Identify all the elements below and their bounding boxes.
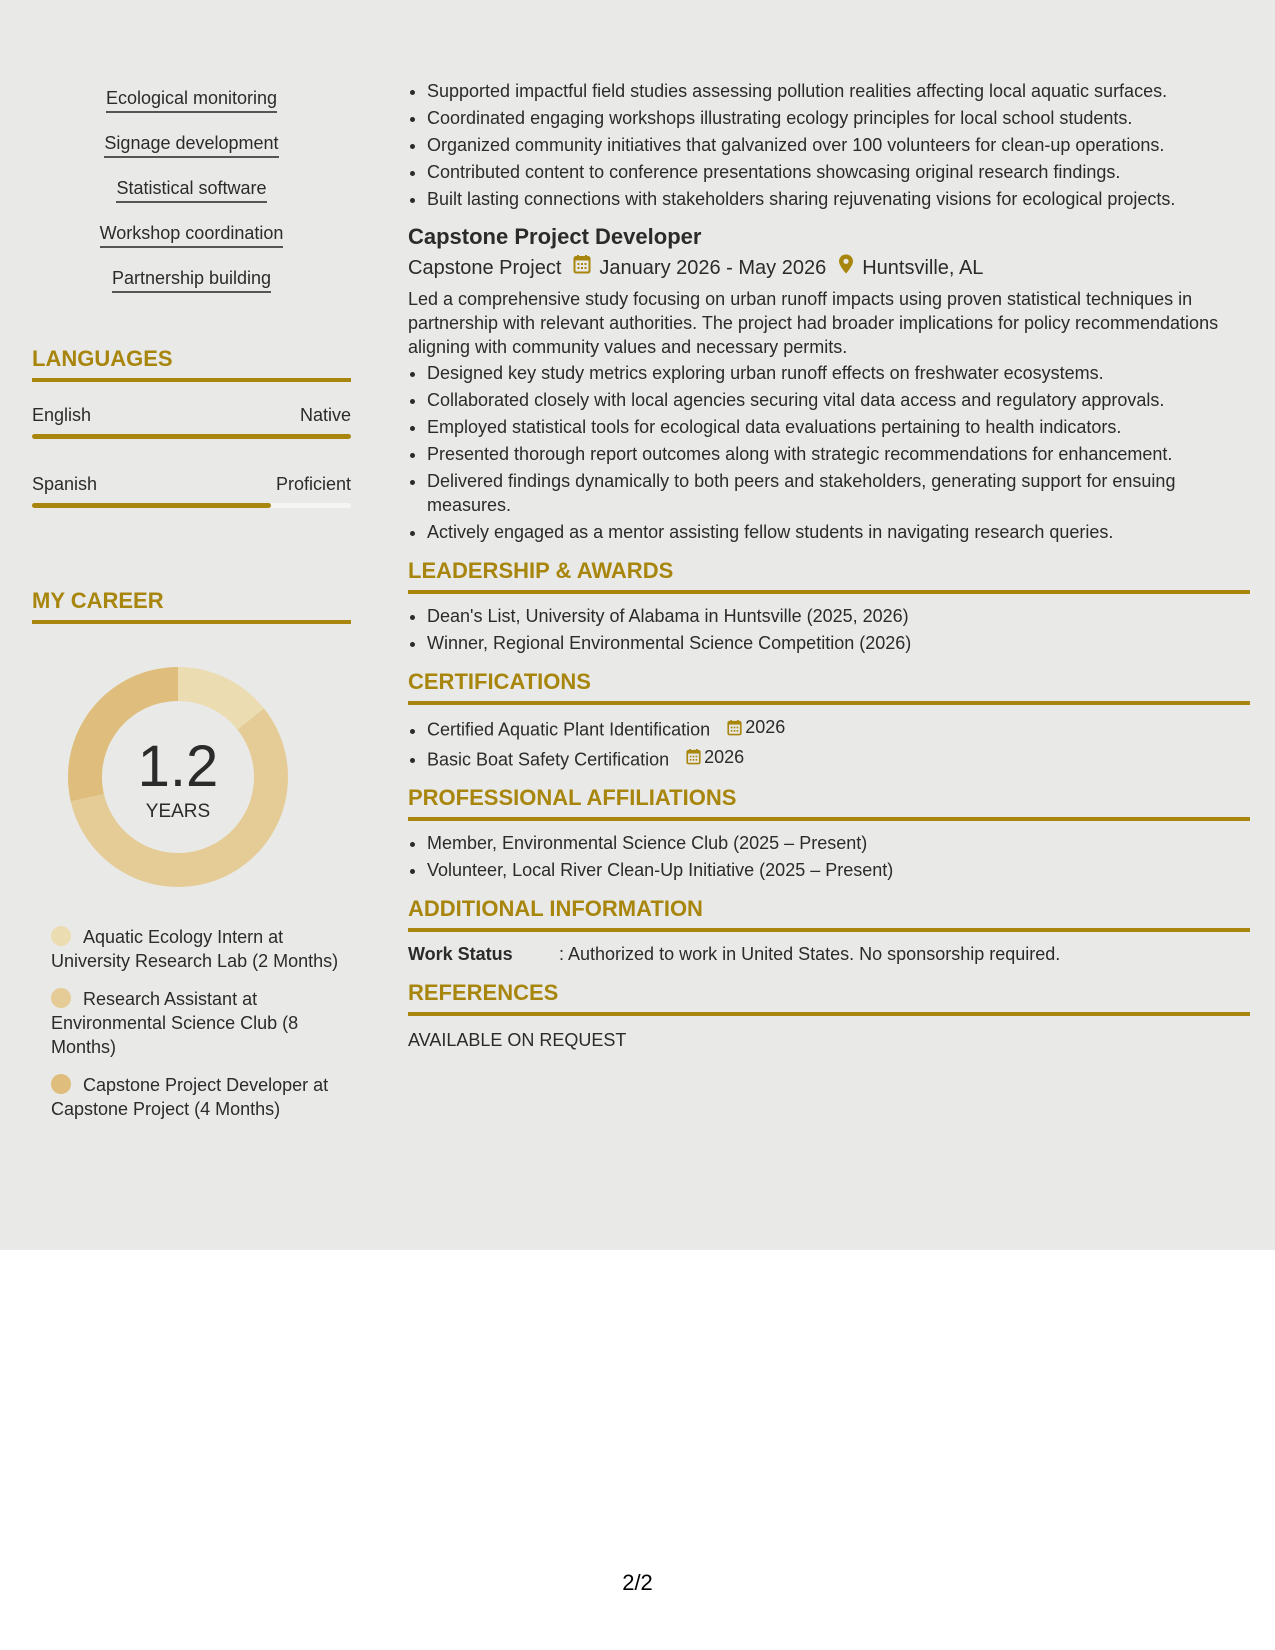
section-divider — [408, 590, 1250, 594]
bullet-item: • Presented thorough report outcomes along with strategic recommendations for enhancement. — [427, 442, 1250, 466]
job-location: Huntsville, AL — [862, 256, 984, 279]
language-level-fill — [32, 434, 351, 439]
award-item: • Dean's List, University of Alabama in Huntsville (2025, 2026) — [427, 604, 1250, 628]
affiliation-item: • Volunteer, Local River Clean-Up Initiative (2025 – Present) — [427, 858, 1250, 882]
legend-dot — [51, 926, 71, 946]
section-title: CERTIFICATIONS — [408, 669, 591, 694]
job-dates: January 2026 - May 2026 — [599, 256, 827, 279]
language-level-bar — [32, 434, 351, 439]
bullet-item: • Delivered findings dynamically to both peers and stakeholders, generating support for ensuing measures. — [427, 469, 1250, 517]
language-spanish — [32, 473, 351, 508]
section-title: MY CAREER — [32, 588, 164, 613]
career-section-header — [32, 588, 351, 624]
language-level-bar — [32, 503, 351, 508]
leadership-section — [408, 558, 1250, 655]
bullet-item: • Organized community initiatives that galvanized over 100 volunteers for clean-up operations. — [427, 133, 1250, 157]
job-bullets — [408, 361, 1250, 544]
certification-item — [427, 745, 1250, 772]
bullet-item: • Actively engaged as a mentor assisting fellow students in navigating research queries. — [427, 520, 1250, 544]
legend-label: Research Assistant at Environmental Science Club (8 Months) — [51, 989, 299, 1057]
job-company: Capstone Project — [408, 256, 562, 279]
work-status-label: Work Status — [408, 944, 513, 964]
section-title: ADDITIONAL INFORMATION — [408, 896, 703, 921]
references-text: AVAILABLE ON REQUEST — [408, 1030, 627, 1050]
certification-year: 2026 — [704, 746, 745, 767]
bullet-item: • Designed key study metrics exploring urban runoff effects on freshwater ecosystems. — [427, 361, 1250, 385]
legend-dot — [51, 1074, 71, 1094]
skill-item: Workshop coordination — [100, 221, 284, 248]
legend-dot — [51, 988, 71, 1008]
certification-year: 2026 — [745, 717, 786, 737]
certification-name: Certified Aquatic Plant Identification — [427, 719, 711, 740]
skill-item: Signage development — [104, 131, 278, 158]
work-status-value: : Authorized to work in United States. No sponsorship required. — [559, 944, 1061, 964]
bullet-item: • Employed statistical tools for ecological data evaluations pertaining to health indicators. — [427, 415, 1250, 439]
legend-item — [51, 987, 341, 1059]
section-title: PROFESSIONAL AFFILIATIONS — [408, 785, 737, 810]
section-divider — [32, 620, 351, 624]
award-item: • Winner, Regional Environmental Science Competition (2026) — [427, 631, 1250, 655]
leadership-list — [408, 604, 1250, 655]
calendar-icon — [686, 748, 701, 765]
bullet-item: • Collaborated closely with local agencies securing vital data access and regulatory approvals. — [427, 388, 1250, 412]
section-title: LEADERSHIP & AWARDS — [408, 558, 674, 583]
affiliations-list — [408, 831, 1250, 882]
language-level: Native — [299, 405, 351, 425]
job-title: Capstone Project Developer — [408, 224, 702, 249]
calendar-icon — [573, 254, 591, 281]
legend-item — [51, 925, 341, 973]
right-column — [408, 0, 1250, 1052]
section-divider — [408, 701, 1250, 705]
language-english — [32, 404, 351, 439]
bullet-item: • Built lasting connections with stakeholders sharing rejuvenating visions for ecological projects. — [427, 187, 1250, 211]
bullet-item: • Contributed content to conference presentations showcasing original research findings. — [427, 160, 1250, 184]
language-name: English — [32, 405, 92, 425]
career-total-unit: YEARS — [145, 801, 211, 822]
language-level: Proficient — [275, 474, 351, 494]
page-number: 2/2 — [622, 1570, 653, 1595]
references-section — [408, 980, 1250, 1052]
skill-item: Ecological monitoring — [106, 86, 277, 113]
legend-label: Capstone Project Developer at Capstone Project (4 Months) — [51, 1075, 329, 1119]
legend-label: Aquatic Ecology Intern at University Research Lab (2 Months) — [51, 927, 339, 971]
bullet-item: • Coordinated engaging workshops illustrating ecology principles for local school students. — [427, 106, 1250, 130]
job-meta — [408, 254, 1250, 281]
work-status-row — [408, 942, 1250, 966]
job-description: Led a comprehensive study focusing on urban runoff impacts using proven statistical techniques in partnership with relevant authorities. The project had broader implications for policy recommendations aligning with community values and necessary permits. — [408, 289, 1219, 357]
certification-name: Basic Boat Safety Certification — [427, 749, 670, 769]
languages-section-header — [32, 346, 351, 382]
section-divider — [408, 817, 1250, 821]
career-legend — [51, 925, 341, 1135]
certification-date — [727, 715, 785, 739]
certifications-section — [408, 669, 1250, 771]
language-name: Spanish — [32, 474, 98, 494]
skills-list — [32, 86, 351, 311]
section-title: REFERENCES — [408, 980, 559, 1005]
skill-item: Partnership building — [112, 266, 271, 293]
affiliations-section — [408, 785, 1250, 882]
section-divider — [408, 928, 1250, 932]
affiliation-item: • Member, Environmental Science Club (2025 – Present) — [427, 831, 1250, 855]
previous-job-bullets — [408, 79, 1250, 211]
additional-information-section — [408, 896, 1250, 966]
bullet-item: • Supported impactful field studies assessing pollution realities affecting local aquatic surfaces. — [427, 79, 1250, 103]
career-donut-chart — [66, 665, 290, 889]
language-level-fill — [32, 503, 271, 508]
section-divider — [408, 1012, 1250, 1016]
location-pin-icon — [838, 254, 854, 281]
career-total-years: 1.2 — [137, 734, 219, 799]
section-divider — [32, 378, 351, 382]
certifications-list — [408, 715, 1250, 771]
legend-item — [51, 1073, 341, 1121]
section-title: LANGUAGES — [32, 346, 173, 371]
certification-date — [686, 745, 744, 769]
job-entry — [408, 223, 1250, 544]
certification-item — [427, 715, 1250, 742]
skill-item: Statistical software — [116, 176, 266, 203]
calendar-icon — [727, 719, 742, 736]
